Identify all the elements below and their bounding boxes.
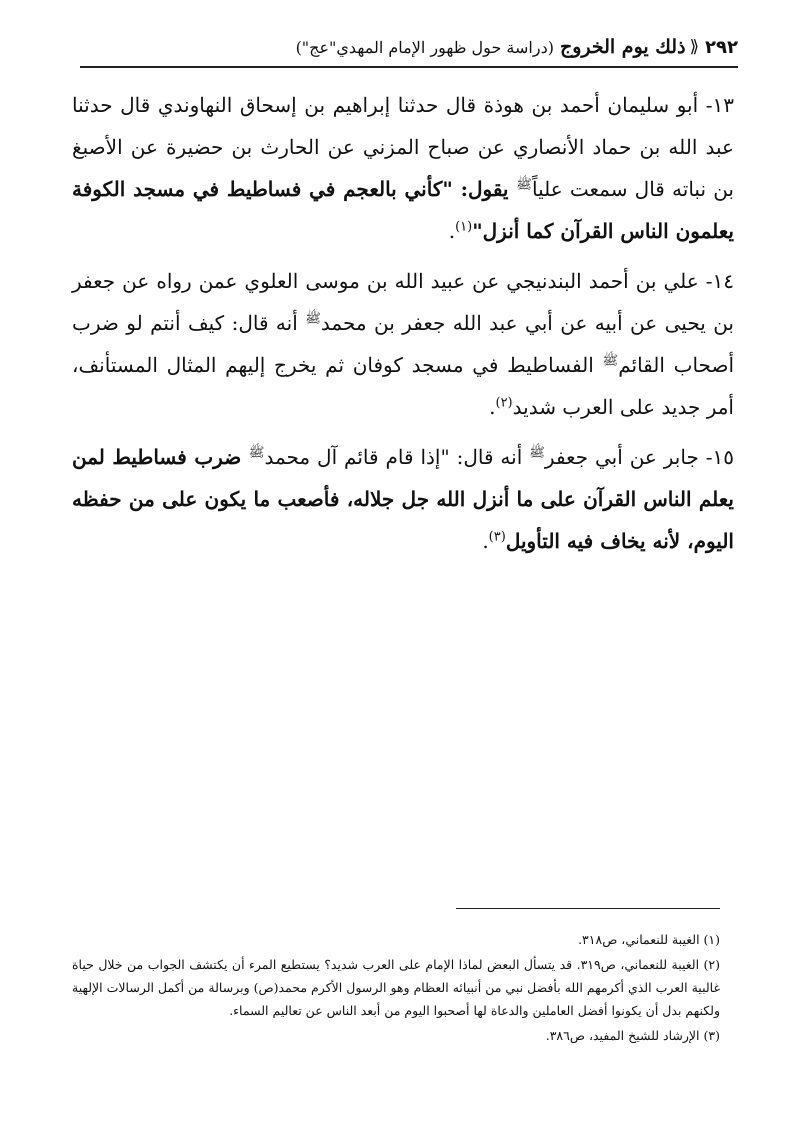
footnote-ref: (١) [455,219,473,235]
paragraph-text: ١٣- أبو سليمان أحمد بن هوذة قال حدثنا إبراهيم بن إسحاق النهاوندي قال حدثنا عبد الله بن حماد الأنصاري عن صباح المزني عن الحارث بن حضيرة عن الأصبغ بن نباته قال سمعت علياً [72,93,734,201]
paragraph-end: . [482,529,489,553]
footnotes [72,928,720,1049]
paragraph-end: . [489,395,496,419]
paragraph-text: أنه قال: "إذا قام قائم آل محمد [264,445,530,469]
quote-text: ضرب فساطيط لمن يعلم الناس القرآن على ما أنزل الله جل جلاله، فأصعب ما يكون على من حفظه اليوم، لأنه يخاف فيه التأويل [72,445,734,553]
salutation-mark: ﷺ [305,311,321,327]
header-rule [80,66,738,68]
paragraph-text: الفساطيط في مسجد كوفان ثم يخرج إليهم المثال المستأنف، أمر جديد على العرب شديد [72,353,734,419]
paragraph-13 [72,84,734,252]
paragraph-text: ١٥- جابر عن أبي جعفر [544,445,734,469]
footnote-3: (٣) الإرشاد للشيخ المفيد، ص٣٨٦. [545,1028,720,1043]
paragraph-text: ١٤- علي بن أحمد البندنيجي عن عبيد الله بن موسى العلوي عمن رواه عن جعفر بن يحيى عن أبيه عن أبي عبد الله جعفر بن محمد [72,269,734,335]
header-ornament: ⟪ [689,37,700,57]
salutation-mark: ﷺ [529,445,545,461]
paragraph-end: . [448,219,456,243]
footnote-1: (١) الغيبة للنعماني، ص٣١٨. [578,932,720,947]
footnote-ref: (٣) [488,529,506,545]
running-title: ذلك يوم الخروج [559,36,686,58]
footnote-2: (٢) الغيبة للنعماني، ص٣١٩. قد يتسأل البعض لماذا الإمام على العرب شديد؟ يستطيع المرء أن يكتشف الجواب من خلال حياة غالبية العرب الذي أكرمهم الله بأفضل نبي من أنبيائه العظام وهو الرسول الأكرم محمد(ص) وبرسالة من أكمل الرسالات الإلهية ولكنهم بدل أن يكونوا أفضل العاملين والدعاة لها أصحبوا اليوم من أبعد الناس عن تعاليم السماء. [72,957,720,1018]
paragraph-15 [72,436,734,562]
footnote-separator [456,908,720,909]
page-number: ٢٩٢ [705,36,738,58]
footnote-ref: (٢) [495,395,513,411]
salutation-mark: ﷺ [248,445,265,461]
main-text [72,84,734,570]
paragraph-14 [72,260,734,428]
running-subtitle: (دراسة حول ظهور الإمام المهدي"عج") [295,37,554,57]
running-header [80,30,738,64]
quote-text: يقول: "كأني بالعجم في فساطيط في مسجد الكوفة يعلمون الناس القرآن كما أنزل" [72,177,734,243]
paragraph-text: أنه قال: كيف أنتم لو ضرب أصحاب القائم [72,311,734,377]
salutation-mark: ﷺ [516,177,533,193]
salutation-mark: ﷺ [602,353,619,369]
